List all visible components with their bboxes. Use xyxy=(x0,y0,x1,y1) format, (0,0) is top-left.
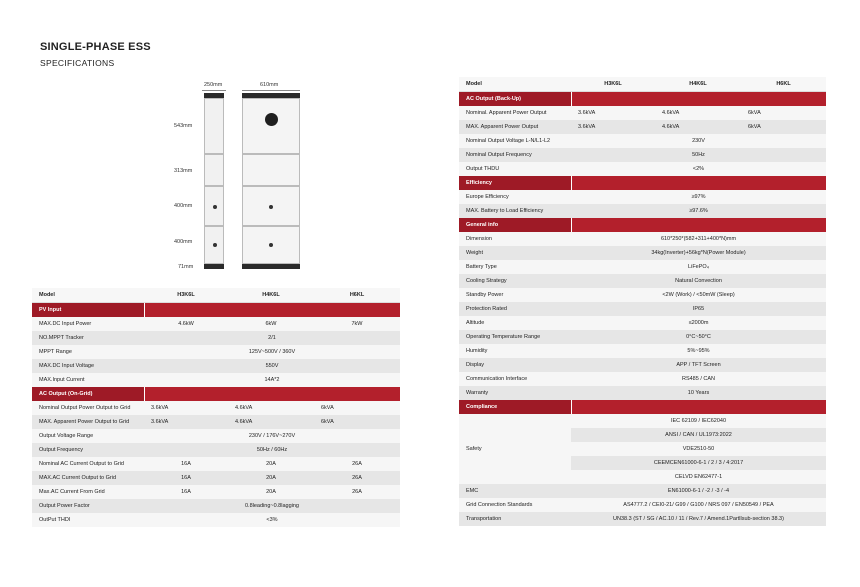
dim-width-side: 250mm xyxy=(204,82,223,88)
row-label: MAX. Apparent Power Output to Grid xyxy=(32,415,144,429)
row-value: 125V~500V / 360V xyxy=(144,345,400,359)
row-value: 34kg(Inverter)+56kg*N(Power Module) xyxy=(571,246,826,260)
table-row xyxy=(459,190,826,204)
header-h6kl: H6KL xyxy=(314,288,400,303)
side-inverter xyxy=(204,98,224,154)
row-value: 20A xyxy=(228,485,314,499)
row-label: Communication Interface xyxy=(459,372,571,386)
table-row xyxy=(459,246,826,260)
section-bar xyxy=(144,387,400,401)
front-base xyxy=(242,264,300,269)
row-value: 26A xyxy=(314,471,400,485)
row-value: 20A xyxy=(228,457,314,471)
front-module-1 xyxy=(242,154,300,186)
table-row xyxy=(459,330,826,344)
section-title: Compliance xyxy=(459,400,571,414)
row-value: 6kW xyxy=(228,317,314,331)
row-value: 10 Years xyxy=(571,386,826,400)
side-handle-icon xyxy=(213,205,217,209)
header-h4k6l: H4K6L xyxy=(655,77,741,92)
row-label: Nominal Output Voltage L-N/L1-L2 xyxy=(459,134,571,148)
row-value: 4.6kVA xyxy=(228,415,314,429)
screen-icon xyxy=(265,113,278,126)
row-label: Nominal AC Current Output to Grid xyxy=(32,457,144,471)
table-row xyxy=(459,232,826,246)
table-row xyxy=(32,513,400,527)
page-subtitle: SPECIFICATIONS xyxy=(40,58,115,68)
row-label: Europe Efficiency xyxy=(459,190,571,204)
row-value: 4.6kVA xyxy=(655,120,741,134)
row-label: MAX. Battery to Load Efficiency xyxy=(459,204,571,218)
section-bar xyxy=(571,92,826,107)
row-label: Cooling Strategy xyxy=(459,274,571,288)
row-value: 4.6kVA xyxy=(655,106,741,120)
product-dimension-diagram xyxy=(170,78,320,278)
table-row xyxy=(459,316,826,330)
table-row xyxy=(32,345,400,359)
row-label: MAX.Input Current xyxy=(32,373,144,387)
table-row xyxy=(459,274,826,288)
table-header-row xyxy=(32,288,400,303)
row-value: 0°C~50°C xyxy=(571,330,826,344)
table-header-row xyxy=(459,77,826,92)
section-title: AC Output (Back-Up) xyxy=(459,92,571,107)
section-bar xyxy=(144,303,400,318)
row-label: MAX.DC Input Power xyxy=(32,317,144,331)
row-label: Standby Power xyxy=(459,288,571,302)
row-label: Altitude xyxy=(459,316,571,330)
section-header-row xyxy=(459,400,826,414)
row-value: 3.6kVA xyxy=(571,106,655,120)
table-row xyxy=(32,443,400,457)
header-h4k6l: H4K6L xyxy=(228,288,314,303)
dim-line-front xyxy=(242,90,300,91)
row-label: Battery Type xyxy=(459,260,571,274)
dim-height-5: 71mm xyxy=(178,264,194,270)
table-row xyxy=(32,317,400,331)
table-row xyxy=(459,372,826,386)
row-value: 610*250*(582+311+400*N)mm xyxy=(571,232,826,246)
table-row xyxy=(459,288,826,302)
table-row xyxy=(459,260,826,274)
table-row xyxy=(32,485,400,499)
row-value: 0.8leading~0.8lagging xyxy=(144,499,400,513)
row-value: ≤2000m xyxy=(571,316,826,330)
row-value: EN61000-6-1 / -2 / -3 / -4 xyxy=(571,484,826,498)
table-row xyxy=(32,401,400,415)
dim-height-4: 400mm xyxy=(174,239,193,245)
row-value: UN38.3 (ST / SG / AC.10 / 11 / Rev.7 / Amend.1Partllsub-section 38.3) xyxy=(571,512,826,526)
power-button-icon xyxy=(269,243,273,247)
row-value: 6kVA xyxy=(741,106,826,120)
dim-width-front: 610mm xyxy=(260,82,279,88)
row-value: LiFePO₄ xyxy=(571,260,826,274)
row-value: 16A xyxy=(144,457,228,471)
table-row xyxy=(459,358,826,372)
table-row xyxy=(32,499,400,513)
row-label: Humidity xyxy=(459,344,571,358)
row-label: Nominal Output Frequency xyxy=(459,148,571,162)
row-value: 7kW xyxy=(314,317,400,331)
header-h3k6l: H3K6L xyxy=(571,77,655,92)
row-value: 50Hz xyxy=(571,148,826,162)
row-value: 550V xyxy=(144,359,400,373)
table-row xyxy=(459,302,826,316)
row-value: 4.6kW xyxy=(144,317,228,331)
row-value: IEC 62109 / IEC62040 xyxy=(571,414,826,428)
row-value: <2% xyxy=(571,162,826,176)
section-bar xyxy=(571,176,826,190)
dim-height-1: 543mm xyxy=(174,123,193,129)
row-value: Natural Convection xyxy=(571,274,826,288)
row-label: Max.AC Current From Grid xyxy=(32,485,144,499)
section-title: PV Input xyxy=(32,303,144,318)
section-bar xyxy=(571,218,826,232)
row-value: 6kVA xyxy=(314,401,400,415)
row-value: 6kVA xyxy=(741,120,826,134)
row-label: OutPut THDI xyxy=(32,513,144,527)
row-label: MAX.DC Input Voltage xyxy=(32,359,144,373)
table-row xyxy=(32,415,400,429)
front-inverter xyxy=(242,98,300,154)
row-value: 4.6kVA xyxy=(228,401,314,415)
front-module-2 xyxy=(242,186,300,226)
row-value: IP65 xyxy=(571,302,826,316)
row-value: AS4777.2 / CEI0-21/ G99 / G100 / NRS 097 / EN50549 / PEA xyxy=(571,498,826,512)
header-model: Model xyxy=(32,288,144,303)
row-value: RS485 / CAN xyxy=(571,372,826,386)
dim-line-side xyxy=(202,90,226,91)
row-label: Display xyxy=(459,358,571,372)
row-value: CEEMCEN61000-6-1 / 2 / 3 / 4:2017 xyxy=(571,456,826,470)
table-row xyxy=(459,386,826,400)
table-row xyxy=(459,498,826,512)
row-value: CELVD EN62477-1 xyxy=(571,470,826,484)
table-row xyxy=(32,471,400,485)
side-base xyxy=(204,264,224,269)
side-handle-icon xyxy=(213,243,217,247)
row-value: 20A xyxy=(228,471,314,485)
row-label: Weight xyxy=(459,246,571,260)
table-row xyxy=(459,148,826,162)
row-label: EMC xyxy=(459,484,571,498)
row-label: Operating Temperature Range xyxy=(459,330,571,344)
page-title: SINGLE-PHASE ESS xyxy=(40,41,151,53)
table-row xyxy=(32,331,400,345)
power-button-icon xyxy=(269,205,273,209)
spec-table-right xyxy=(459,77,826,526)
table-row xyxy=(459,484,826,498)
side-module-2 xyxy=(204,186,224,226)
row-value: 16A xyxy=(144,471,228,485)
table-row xyxy=(32,457,400,471)
section-title: AC Output (On-Grid) xyxy=(32,387,144,401)
dim-height-3: 400mm xyxy=(174,203,193,209)
row-label: Warranty xyxy=(459,386,571,400)
table-row xyxy=(459,344,826,358)
row-label: Nominal. Apparent Power Output xyxy=(459,106,571,120)
row-value: 3.6kVA xyxy=(144,415,228,429)
section-header-row xyxy=(459,176,826,190)
row-label: MPPT Range xyxy=(32,345,144,359)
row-label: Protection Rated xyxy=(459,302,571,316)
row-value: 3.6kVA xyxy=(144,401,228,415)
side-module-3 xyxy=(204,226,224,264)
section-header-row xyxy=(459,92,826,107)
dim-height-2: 313mm xyxy=(174,168,193,174)
row-label: Output Frequency xyxy=(32,443,144,457)
row-value: 26A xyxy=(314,457,400,471)
row-value: VDE2510-50 xyxy=(571,442,826,456)
table-row xyxy=(459,414,826,428)
row-label: NO.MPPT Tracker xyxy=(32,331,144,345)
row-label: Output Power Factor xyxy=(32,499,144,513)
row-value: <2W (Work) / <50mW (Sleep) xyxy=(571,288,826,302)
header-h3k6l: H3K6L xyxy=(144,288,228,303)
row-label: Nominal Output Power Output to Grid xyxy=(32,401,144,415)
row-label: MAX. Apparent Power Output xyxy=(459,120,571,134)
row-value: APP / TFT Screen xyxy=(571,358,826,372)
row-label: Output THDU xyxy=(459,162,571,176)
row-value: ≥97.6% xyxy=(571,204,826,218)
table-row xyxy=(459,120,826,134)
spec-table-left xyxy=(32,288,400,527)
row-value: 2/1 xyxy=(144,331,400,345)
header-model: Model xyxy=(459,77,571,92)
table-row xyxy=(459,512,826,526)
section-title: Efficiency xyxy=(459,176,571,190)
table-row xyxy=(459,106,826,120)
row-value: 26A xyxy=(314,485,400,499)
row-value: 5%~95% xyxy=(571,344,826,358)
section-bar xyxy=(571,400,826,414)
row-value: 14A*2 xyxy=(144,373,400,387)
row-label: Output Voltage Range xyxy=(32,429,144,443)
table-row xyxy=(32,429,400,443)
table-row xyxy=(459,162,826,176)
table-row xyxy=(459,134,826,148)
front-module-3 xyxy=(242,226,300,264)
row-value: 230V / 176V~270V xyxy=(144,429,400,443)
row-value: 50Hz / 60Hz xyxy=(144,443,400,457)
row-label: Transportation xyxy=(459,512,571,526)
section-title: General info xyxy=(459,218,571,232)
row-value: 16A xyxy=(144,485,228,499)
table-row xyxy=(459,204,826,218)
table-row xyxy=(32,359,400,373)
side-module-1 xyxy=(204,154,224,186)
section-header-row xyxy=(32,387,400,401)
row-label: MAX.AC Current Output to Grid xyxy=(32,471,144,485)
row-label: Safety xyxy=(459,414,571,484)
row-label: Dimension xyxy=(459,232,571,246)
row-value: <3% xyxy=(144,513,400,527)
row-label: Grid Connection Standards xyxy=(459,498,571,512)
table-row xyxy=(32,373,400,387)
section-header-row xyxy=(32,303,400,318)
row-value: 230V xyxy=(571,134,826,148)
row-value: ≥97% xyxy=(571,190,826,204)
row-value: ANSI / CAN / UL1973:2022 xyxy=(571,428,826,442)
section-header-row xyxy=(459,218,826,232)
row-value: 3.6kVA xyxy=(571,120,655,134)
header-h6kl: H6KL xyxy=(741,77,826,92)
row-value: 6kVA xyxy=(314,415,400,429)
